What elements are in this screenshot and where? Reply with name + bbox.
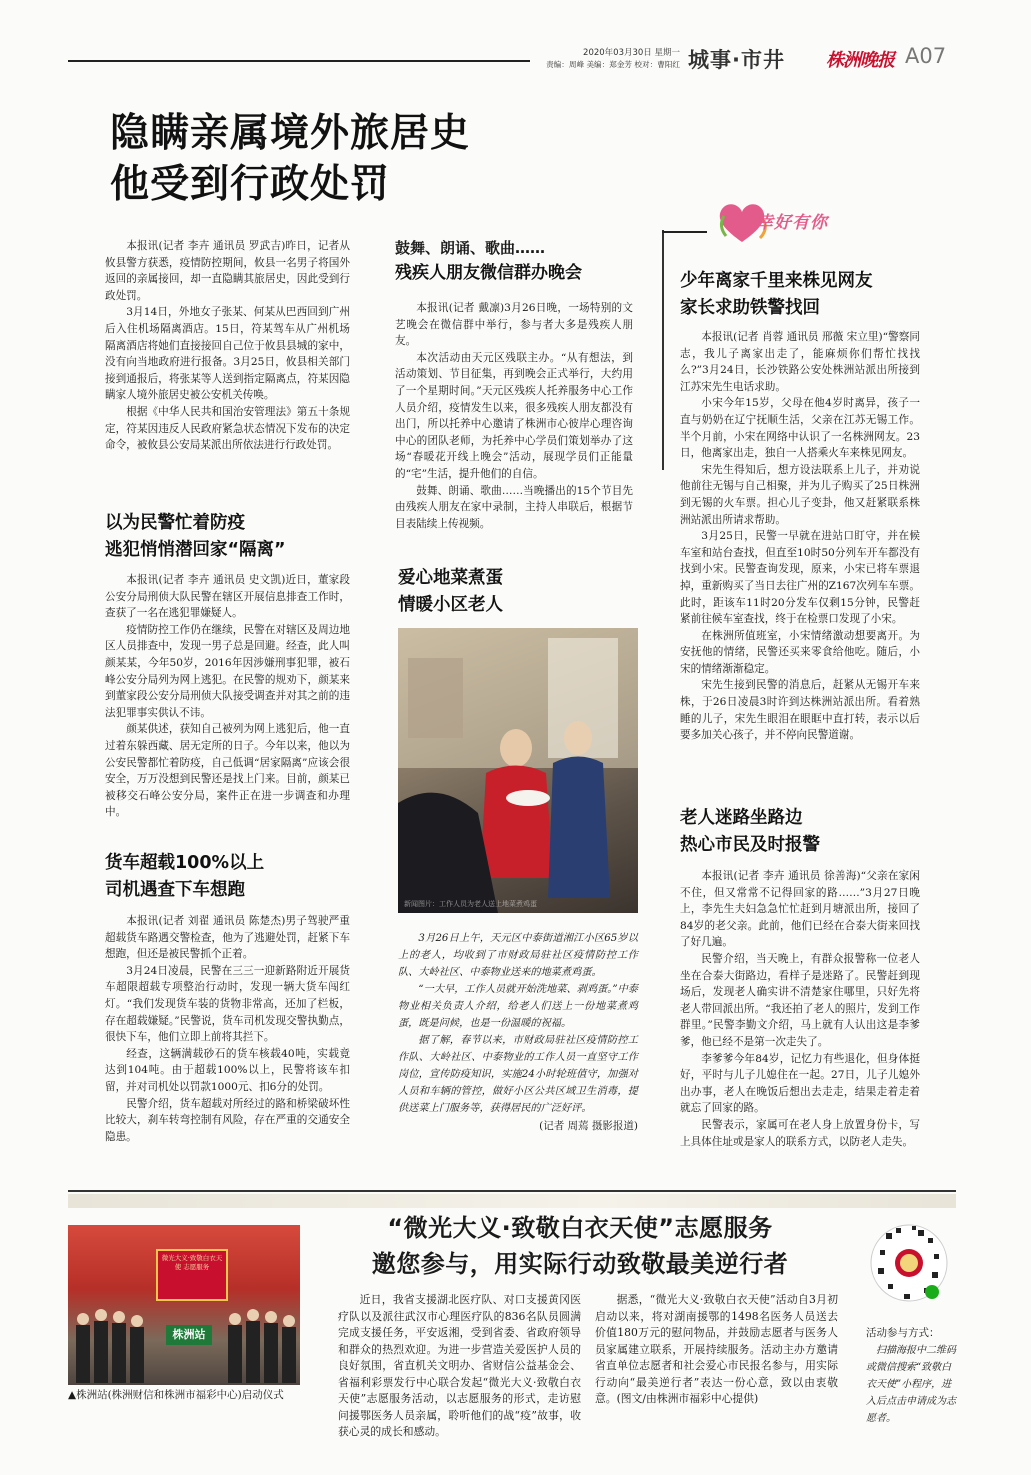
- article-trains-body: [680, 329, 920, 744]
- headline-line: 家长求助铁警找回: [680, 298, 820, 318]
- column-badge-label: 幸好有你: [756, 213, 828, 233]
- paragraph: 李爹爹今年84岁，记忆力有些退化，但身体挺好，平时与儿子儿媳住在一起。27日，儿子儿媳外出办事，老人在晚饭后想出去走走，结果走着走着就忘了回家的路。: [680, 1052, 920, 1115]
- article-elder-body: [680, 868, 920, 1150]
- paragraph: 3月25日，民警一早就在进站口盯守，并在候车室和站台查找，但直至10时50分列车开车都没有找到小宋。民警查询发现，原来，小宋已将车票退掉，重新购买了当日去往广州的Z167次列车车票。此时，距该车11时20分发车仅剩15分钟，民警赶紧前往候车室查找，终于在检票口发现了小宋。: [680, 530, 920, 626]
- qr-code-icon: [868, 1218, 950, 1318]
- header-meta: [540, 48, 680, 70]
- article-truck-body: [105, 913, 350, 1145]
- ad-top-rule: [68, 1190, 956, 1192]
- paragraph: 根据《中华人民共和国治安管理法》第五十条规定，符某因违反人民政府紧急状态情况下发布的决定命令，被攸县公安局某派出所依法进行行政处罚。: [105, 405, 350, 452]
- article-truck-headline: [105, 850, 355, 904]
- column-top-rule: [662, 231, 707, 233]
- headline-line: 热心市民及时报警: [680, 835, 820, 855]
- page-number: A07: [905, 44, 947, 68]
- paragraph: 民警表示，家属可在老人身上放置身份卡，写上具体住址或是家人的联系方式，以防老人走失。: [680, 1118, 920, 1148]
- page-credits: 责编：周峰 美编：郑金芳 校对：曹阳红: [546, 60, 680, 69]
- paragraph: 本报讯(记者 李卉 通讯员 罗武吉)昨日，记者从攸县警方获悉，疫情防控期间，攸县一名男子将国外返回的亲属接回，却一直隐瞒其旅居史，因此受到行政处罚。: [105, 240, 350, 302]
- paragraph: 疫情防控工作仍在继续，民警在对辖区及周边地区人员排查中，发现一男子总是回避。经查，此人叫颜某某，今年50岁，2016年因涉嫌刑事犯罪，被石峰公安分局列为网上逃犯。在民警的规劝下，颜某来到董家段公安分局刑侦大队接受调查并对其之前的违法犯罪事实供认不讳。: [105, 623, 350, 719]
- qr-instructions: [866, 1325, 956, 1427]
- article-fugitive-headline: [105, 510, 355, 564]
- ad-photo-people: [68, 1225, 300, 1385]
- paragraph: 颜某供述，获知自己被列为网上逃犯后，他一直过着东躲西藏、居无定所的日子。今年以来，他以为公安民警都忙着防疫，自己低调“居家隔离”应该会很安全，万万没想到民警还是找上门来。目前，颜某已被移交石峰公安分局，案件正在进一步调查和办理中。: [105, 723, 350, 819]
- paragraph: 宋先生接到民警的消息后，赶紧从无锡开车来株，于26日凌晨3时许到达株洲站派出所。看着熟睡的儿子，宋先生眼泪在眼眶中直打转，表示以后要多加关心孩子，并不停向民警道谢。: [680, 679, 920, 742]
- main-headline: [110, 108, 470, 210]
- news-photo-art: [398, 628, 638, 913]
- article-main-body: [105, 238, 350, 454]
- headline-line: 货车超载100%以上: [105, 853, 265, 873]
- qr-code[interactable]: [868, 1218, 950, 1318]
- article-eggs-headline: [398, 565, 598, 619]
- photo-alt-label: 新闻图片：工作人员为老人送上地菜煮鸡蛋: [404, 900, 537, 908]
- paragraph: 本报讯(记者 戴凛)3月26日晚，一场特别的文艺晚会在微信群中举行，参与者大多是残疾人朋友。: [395, 302, 633, 348]
- article-fugitive-body: [105, 572, 350, 821]
- ad-photo: [68, 1225, 300, 1385]
- ad-headline-line2: 邀您参与，用实际行动致敬最美逆行者: [371, 1250, 789, 1278]
- paragraph: 鼓舞、朗诵、歌曲……当晚播出的15个节目先由残疾人朋友在家中录制，主持人串联后，根据节目表陆续上传视频。: [395, 484, 633, 530]
- ad-photo-station-sign: 株洲站: [166, 1325, 212, 1345]
- paragraph: 本报讯(记者 李卉 通讯员 史文凯)近日，董家段公安分局刑侦大队民警在辖区开展信息排查工作时，查获了一名在逃犯罪嫌疑人。: [105, 574, 350, 620]
- headline-line: 以为民警忙着防疫: [105, 513, 245, 533]
- paragraph: 3月14日，外地女子张某、何某从巴西回到广州后入住机场隔离酒店。15日，符某驾车从广州机场隔离酒店将她们直接接回自己位于攸县县城的家中，没有向当地政府进行报备。3月25日，攸县相关部门接到通报后，将张某等人送到指定隔离点，符某因隐瞒家人境外旅居史被公安机关传唤。: [105, 306, 350, 402]
- paragraph: 在株洲所值班室，小宋情绪激动想要离开。为安抚他的情绪，民警还买来零食给他吃。随后，小宋的情绪渐渐稳定。: [680, 629, 920, 675]
- ad-photo-caption: ▲株洲站(株洲财信和株洲市福彩中心)启动仪式: [68, 1389, 284, 1401]
- headline-line: 情暖小区老人: [398, 595, 503, 615]
- issue-date: 2020年03月30日 星期一: [583, 48, 680, 58]
- article-evening-headline: [395, 236, 635, 287]
- headline-line: 逃犯悄悄潜回家“隔离”: [105, 540, 286, 560]
- byline: (记者 周蔫 摄影报道): [539, 1120, 638, 1132]
- article-evening-body: [395, 300, 633, 532]
- paragraph: 经查，这辆满载砂石的货车核载40吨，实载竟达到104吨。由于超载100%以上，民警将该车扣留，并对司机处以罚款1000元、扣6分的处罚。: [105, 1047, 350, 1093]
- column-divider: [662, 230, 664, 470]
- news-photo: [398, 628, 638, 913]
- main-headline-line1: 隐瞒亲属境外旅居史: [110, 111, 471, 156]
- paragraph: 3月26日上午，天元区中泰街道湘江小区65岁以上的老人，均收到了市财政局驻社区疫情防控工作队、大岭社区、中泰物业送来的地菜煮鸡蛋。: [398, 933, 638, 978]
- paragraph: 近日，我省支援湖北医疗队、对口支援黄冈医疗队以及派往武汉市心理医疗队的836名队员圆满完成支援任务，平安返湘，受到省委、省政府领导和群众的热烈欢迎。为进一步营造关爱医护人员的良好氛围，省直机关文明办、省财信公益基金会、省福利彩票发行中心联合发起“微光大义·致敬白衣天使”志愿服务活动，以志愿服务的形式，走访慰问援鄂医务人员亲属，聆听他们的战“疫”故事，收获心灵的成长和感动。: [338, 1293, 581, 1438]
- headline-line: 残疾人朋友微信群办晚会: [395, 263, 582, 283]
- paragraph: 本报讯(记者 刘翟 通讯员 陈楚杰)男子驾驶严重超载货车路遇交警检查，他为了逃避处罚，赶紧下车想跑，但还是被民警抓个正着。: [105, 915, 350, 961]
- ad-headline: [310, 1210, 850, 1282]
- headline-line: 少年离家千里来株见网友: [680, 271, 873, 291]
- paragraph: 本次活动由天元区残联主办。“从有想法，到活动策划、节目征集，再到晚会正式举行，大约用了一个星期时间。”天元区残疾人托养服务中心工作人员介绍，疫情发生以来，很多残疾人朋友都没有出门，所以托养中心邀请了株洲市心彼岸心理咨询中心的团队老师，为托养中心学员们策划举办了这场“春暖花开线上晚会”活动，展现学员们正能量的“宅”生活，提升他们的自信。: [395, 351, 633, 480]
- paragraph: 据悉，“微光大义·致敬白衣天使”活动自3月初启动以来，将对湖南援鄂的1498名医务人员送去价值180万元的慰问物品，并鼓励志愿者与医务人员家属建立联系，开展持续服务。活动主办方邀请省直单位志愿者和社会爱心市民报名参与，用实际行动向“最美逆行者”表达一份心意，致以由衷敬意。(图文/由株洲市福彩中心提供): [595, 1293, 838, 1405]
- paragraph: 宋先生得知后，想方设法联系上儿子，并劝说他前往无锡与自己相聚，并为儿子购买了25日株洲到无锡的火车票。担心儿子变卦，他又赶紧联系株洲站派出所请求帮助。: [680, 463, 920, 526]
- article-eggs-body: [398, 930, 638, 1133]
- ad-body: [338, 1292, 838, 1442]
- qr-instructions-body: 扫描海报中二维码或微信搜索“致敬白衣天使”小程序，进入后点击申请成为志愿者。: [866, 1345, 956, 1424]
- column-badge: [712, 196, 862, 248]
- qr-instructions-title: 活动参与方式：: [866, 1327, 940, 1339]
- headline-line: 老人迷路坐路边: [680, 808, 803, 828]
- ad-top-band: [68, 1194, 956, 1208]
- headline-line: 司机遇查下车想跑: [105, 880, 245, 900]
- paragraph: “一大早，工作人员就开始洗地菜、剥鸡蛋。”中泰物业相关负责人介绍，给老人们送上一份地菜煮鸡蛋，既是问候，也是一份温暖的祝福。: [398, 984, 638, 1029]
- article-elder-headline: [680, 805, 930, 859]
- paragraph: 小宋今年15岁，父母在他4岁时离异，孩子一直与奶奶在辽宁抚顺生活，父亲在江苏无锡工作。半个月前，小宋在网络中认识了一名株洲网友。23日，他离家出走，独自一人搭乘火车来株见网友。: [680, 397, 920, 460]
- ad-headline-line1: “微光大义·致敬白衣天使”志愿服务: [387, 1214, 773, 1242]
- paragraph: 本报讯(记者 肖蓉 通讯员 邢薇 宋立里)“警察同志，我儿子离家出走了，能麻烦你们帮忙找找么?”3月24日，长沙铁路公安处株洲站派出所接到江苏宋先生电话求助。: [680, 331, 920, 393]
- main-headline-line2: 他受到行政处罚: [110, 162, 391, 207]
- ad-photo-banner: 微光大义·致敬白衣天使 志愿服务: [156, 1249, 228, 1301]
- newspaper-logo: 株洲晚报: [826, 50, 894, 71]
- paragraph: 3月24日凌晨，民警在三三一迎新路附近开展货车超限超载专项整治行动时，发现一辆大货车闯红灯。“我们发现货车装的货物非常高，还加了栏板，存在超载嫌疑。”民警说，货车司机发现交警执勤点，很快下车，他们立即上前将其拦下。: [105, 964, 350, 1044]
- kicker: 鼓舞、朗诵、歌曲……: [395, 239, 546, 257]
- article-trains-headline: [680, 268, 930, 322]
- header-rule: [68, 60, 530, 62]
- section-name: 城事·市井: [688, 48, 785, 72]
- paragraph: 本报讯(记者 李卉 通讯员 徐善海)“父亲在家闲不住，但又常常不记得回家的路……”3月27日晚上，李先生夫妇急急忙忙赶到月塘派出所，接回了84岁的老父亲。此前，他们已经在合泰大街来回找了好几遍。: [680, 870, 920, 949]
- paragraph: 据了解，春节以来，市财政局驻社区疫情防控工作队、大岭社区、中泰物业的工作人员一直坚守工作岗位，宣传防疫知识，实施24小时轮班值守，加强对人员和车辆的管控，做好小区公共区域卫生消毒，提供送菜上门服务等，获得居民的广泛好评。: [398, 1035, 638, 1114]
- paragraph: 民警介绍，当天晚上，有群众报警称一位老人坐在合泰大街路边，看样子是迷路了。民警赶到现场后，发现老人确实讲不清楚家住哪里，只好先将老人带回派出所。“我还拍了老人的照片，发到工作群里。”民警李勤文介绍，马上就有人认出这是李爹爹，他已经不是第一次走失了。: [680, 952, 920, 1048]
- paragraph: 民警介绍，货车超载对所经过的路和桥梁破坏性比较大，刹车转弯控制有风险，存在严重的交通安全隐患。: [105, 1097, 350, 1143]
- headline-line: 爱心地菜煮蛋: [398, 568, 503, 588]
